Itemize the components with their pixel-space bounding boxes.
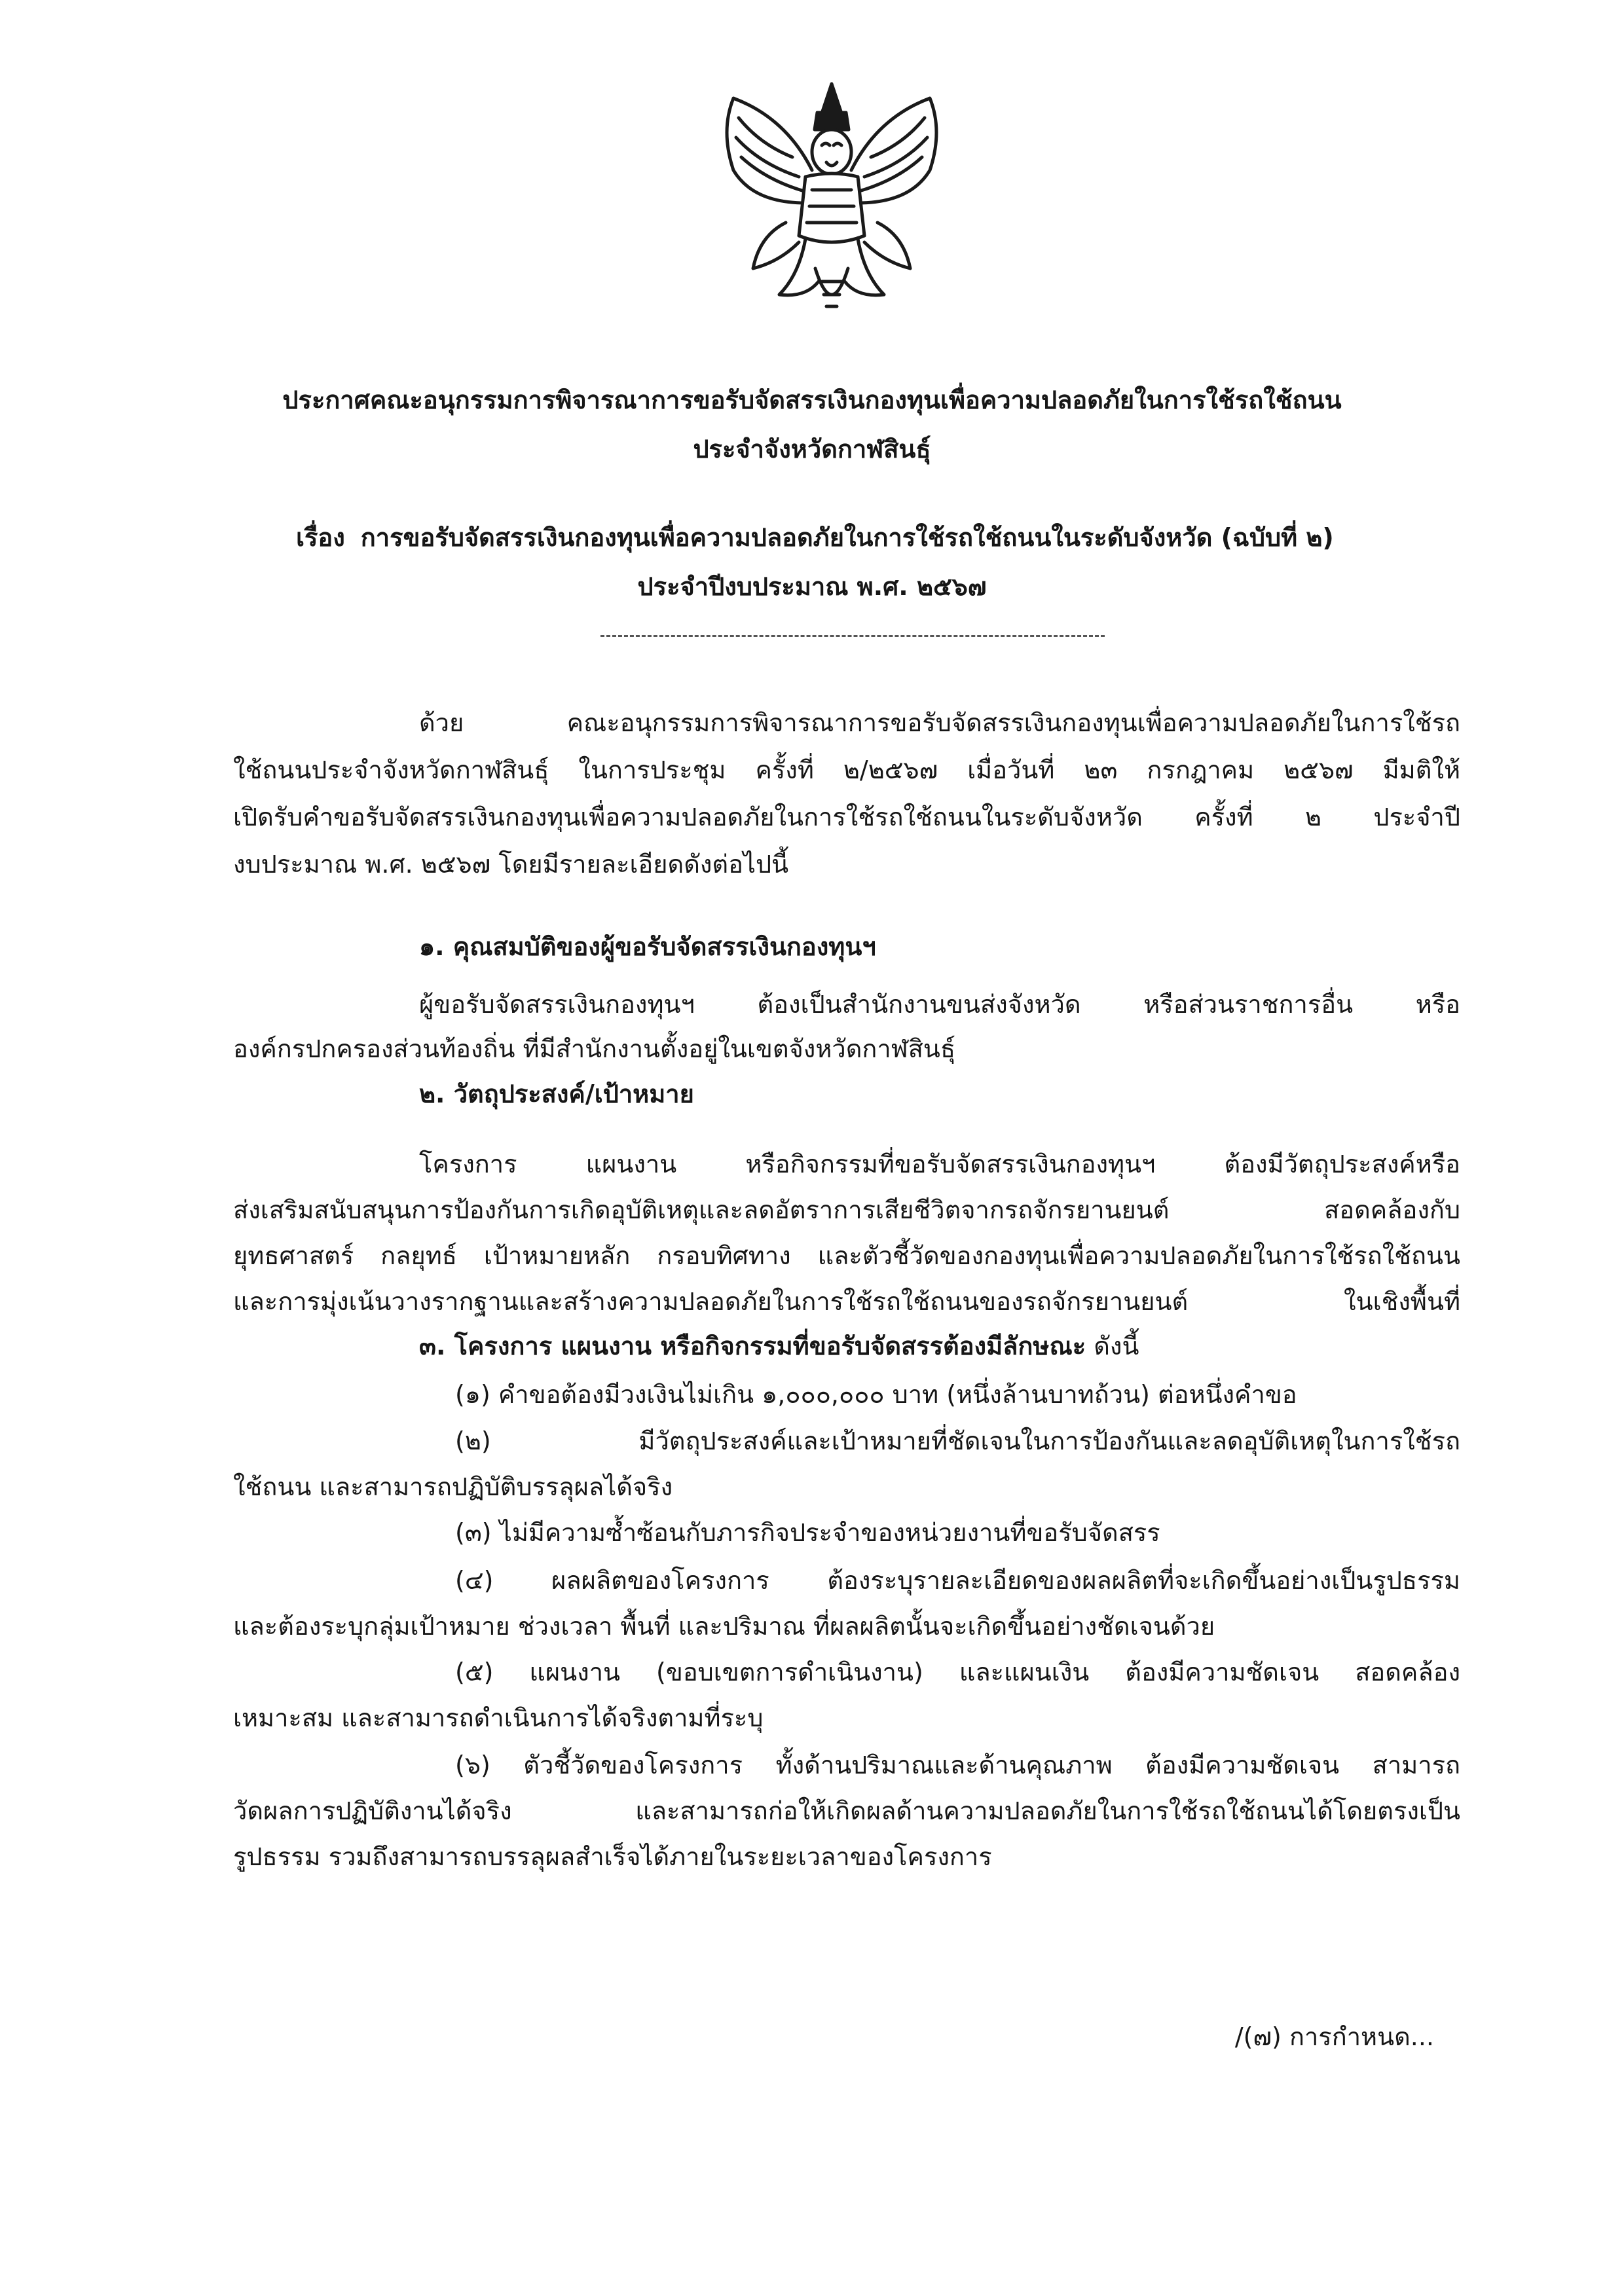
intro-line: ใช้ถนนประจำจังหวัดกาฬสินธุ์ ในการประชุม ครั้งที่ ๒/๒๕๖๗ เมื่อวันที่ ๒๓ กรกฎาคม ๒๕๖๗ มีมติให้ [233,756,1460,784]
section3-item1: (๑) คำขอต้องมีวงเงินไม่เกิน ๑,๐๐๐,๐๐๐ บาท (หนึ่งล้านบาทถ้วน) ต่อหนึ่งคำขอ [455,1380,1297,1409]
section2-line: ยุทธศาสตร์ กลยุทธ์ เป้าหมายหลัก กรอบทิศทาง และตัวชี้วัดของกองทุนเพื่อความปลอดภัยในการใช้รถใช้ถนน [233,1241,1460,1270]
section3-heading-text: ๓. โครงการ แผนงาน หรือกิจกรรมที่ขอรับจัดสรรต้องมีลักษณะ [419,1332,1086,1360]
section3-item6-line3: รูปธรรม รวมถึงสามารถบรรลุผลสำเร็จได้ภายในระยะเวลาของโครงการ [233,1842,992,1871]
subject-label: เรื่อง [296,523,345,552]
intro-line: เปิดรับคำขอรับจัดสรรเงินกองทุนเพื่อความปลอดภัยในการใช้รถใช้ถนนในระดับจังหวัด ครั้งที่ ๒ ประจำปี [233,803,1460,831]
section2-heading: ๒. วัตถุประสงค์/เป้าหมาย [419,1080,694,1108]
section2-line: และการมุ่งเน้นวางรากฐานและสร้างความปลอดภัยในการใช้รถใช้ถนนของรถจักรยานยนต์ ในเชิงพื้นที่ [233,1287,1460,1316]
section3-heading-suffix: ดังนี้ [1086,1332,1139,1360]
section3-heading [419,1329,1139,1363]
announcement-title-line1: ประกาศคณะอนุกรรมการพิจารณาการขอรับจัดสรรเงินกองทุนเพื่อความปลอดภัยในการใช้รถใช้ถนน [282,386,1342,414]
section2-line: โครงการ แผนงาน หรือกิจกรรมที่ขอรับจัดสรรเงินกองทุนฯ ต้องมีวัตถุประสงค์หรือ [419,1150,1460,1178]
section1-line: องค์กรปกครองส่วนท้องถิ่น ที่มีสำนักงานตั้งอยู่ในเขตจังหวัดกาฬสินธุ์ [233,1034,956,1063]
intro-line: ด้วย คณะอนุกรรมการพิจารณาการขอรับจัดสรรเงินกองทุนเพื่อความปลอดภัยในการใช้รถ [419,708,1460,737]
subject-text: การขอรับจัดสรรเงินกองทุนเพื่อความปลอดภัยในการใช้รถใช้ถนนในระดับจังหวัด (ฉบับที่ ๒) [360,523,1334,552]
section3-item3: (๓) ไม่มีความซ้ำซ้อนกับภารกิจประจำของหน่วยงานที่ขอรับจัดสรร [455,1518,1160,1547]
section3-item2-line1: (๒) มีวัตถุประสงค์และเป้าหมายที่ชัดเจนในการป้องกันและลดอุบัติเหตุในการใช้รถ [455,1427,1460,1455]
section3-item5-line2: เหมาะสม และสามารถดำเนินการได้จริงตามที่ระบุ [233,1704,764,1732]
subject-line2: ประจำปีงบประมาณ พ.ศ. ๒๕๖๗ [637,572,987,601]
section1-line: ผู้ขอรับจัดสรรเงินกองทุนฯ ต้องเป็นสำนักงานขนส่งจังหวัด หรือส่วนราชการอื่น หรือ [419,990,1460,1019]
section1-heading: ๑. คุณสมบัติของผู้ขอรับจัดสรรเงินกองทุนฯ [419,932,876,961]
section3-item4-line2: และต้องระบุกลุ่มเป้าหมาย ช่วงเวลา พื้นที่ และปริมาณ ที่ผลผลิตนั้นจะเกิดขึ้นอย่างชัดเจนด้วย [233,1612,1215,1641]
intro-line: งบประมาณ พ.ศ. ๒๕๖๗ โดยมีรายละเอียดดังต่อไปนี้ [233,850,789,879]
subject-line1 [296,520,1334,555]
section3-item5-line1: (๕) แผนงาน (ขอบเขตการดำเนินงาน) และแผนเงิน ต้องมีความชัดเจน สอดคล้อง [455,1658,1460,1686]
section3-item2-line2: ใช้ถนน และสามารถปฏิบัติบรรลุผลได้จริง [233,1472,673,1501]
section3-item6-line2: วัดผลการปฏิบัติงานได้จริง และสามารถก่อให้เกิดผลด้านความปลอดภัยในการใช้รถใช้ถนนได้โดยตรงเป็น [233,1796,1460,1825]
dashed-divider [600,635,1105,637]
continuation-note: /(๗) การกำหนด... [1234,2022,1434,2051]
section3-item4-line1: (๔) ผลผลิตของโครงการ ต้องระบุรายละเอียดของผลผลิตที่จะเกิดขึ้นอย่างเป็นรูปธรรม [455,1566,1460,1595]
garuda-emblem-icon [707,72,956,327]
announcement-title-line2: ประจำจังหวัดกาฬสินธุ์ [693,435,931,464]
section2-line: ส่งเสริมสนับสนุนการป้องกันการเกิดอุบัติเหตุและลดอัตราการเสียชีวิตจากรถจักรยานยนต์ สอดคล้องกับ [233,1195,1460,1224]
section3-item6-line1: (๖) ตัวชี้วัดของโครงการ ทั้งด้านปริมาณและด้านคุณภาพ ต้องมีความชัดเจน สามารถ [455,1751,1460,1779]
